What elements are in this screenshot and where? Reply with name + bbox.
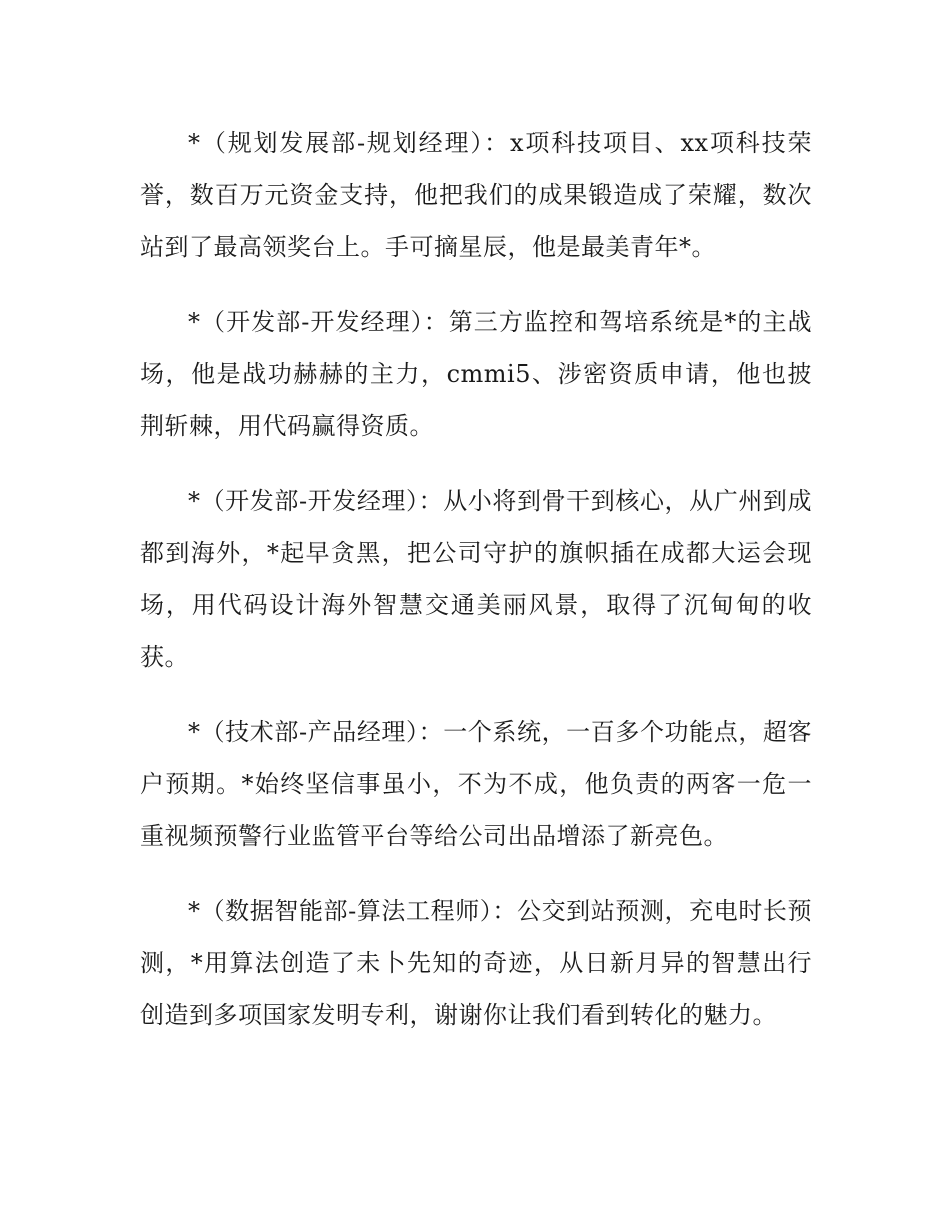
paragraph-development-manager-2: *（开发部-开发经理）：从小将到骨干到核心，从广州到成都到海外，*起早贪黑，把公司守护的旗帜插在成都大运会现场，用代码设计海外智慧交通美丽风景，取得了沉甸甸的收获。 [140, 487, 812, 671]
document-body [140, 117, 812, 1064]
paragraph-product-manager: *（技术部-产品经理）：一个系统，一百多个功能点，超客户预期。*始终坚信事虽小，不为不成，他负责的两客一危一重视频预警行业监管平台等给公司出品增添了新亮色。 [140, 718, 812, 850]
paragraph-development-manager-1: *（开发部-开发经理）：第三方监控和驾培系统是*的主战场，他是战功赫赫的主力，cmmi5、涉密资质申请，他也披荆斩棘，用代码赢得资质。 [140, 308, 812, 440]
paragraph-planning-manager: *（规划发展部-规划经理）：x项科技项目、xx项科技荣誉，数百万元资金支持，他把我们的成果锻造成了荣耀，数次站到了最高领奖台上。手可摘星辰，他是最美青年*。 [140, 129, 812, 261]
paragraph-algorithm-engineer: *（数据智能部-算法工程师）：公交到站预测，充电时长预测，*用算法创造了未卜先知的奇迹，从日新月异的智慧出行创造到多项国家发明专利，谢谢你让我们看到转化的魅力。 [140, 897, 812, 1029]
